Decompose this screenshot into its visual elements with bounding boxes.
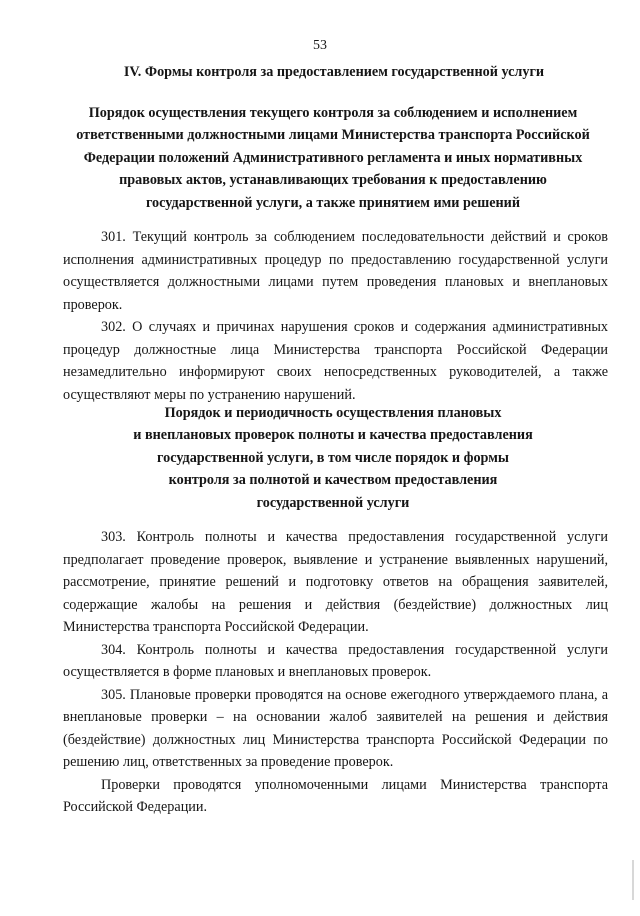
subheading-line: государственной услуги, а также принятием ими решений bbox=[145, 194, 521, 211]
section-title: IV. Формы контроля за предоставлением государственной услуги bbox=[123, 64, 545, 80]
paragraph-303: 303. Контроль полноты и качества предоставления государственной услуги предполагает проведение проверок, выявление и устранение выявленных нарушений, рассмотрение, принятие решений и подготовку ответов на обращения заявителей, содержащие жалобы на решения и действия (бездействие) должностных лиц Министерства транспорта Российской Федерации. bbox=[63, 529, 608, 635]
subheading-current-control bbox=[56, 102, 610, 214]
paragraph-304: 304. Контроль полноты и качества предоставления государственной услуги осуществляется в форме плановых и внеплановых проверок. bbox=[63, 641, 608, 680]
scan-margin-mark bbox=[632, 860, 634, 900]
body-block-inspections bbox=[63, 526, 608, 819]
page-number: 53 bbox=[313, 38, 327, 53]
subheading-line: государственной услуги bbox=[256, 494, 410, 511]
subheading-line: и внеплановых проверок полноты и качества предоставления bbox=[133, 427, 533, 444]
subheading-line: ответственными должностными лицами Министерства транспорта Российской bbox=[76, 127, 590, 144]
paragraph-301: 301. Текущий контроль за соблюдением последовательности действий и сроков исполнения административных процедур по предоставлению государственной услуги осуществляется должностными лицами путем проведения плановых и внеплановых проверок. bbox=[63, 229, 608, 313]
subheading-line: Федерации положений Административного регламента и иных нормативных bbox=[83, 149, 583, 166]
paragraph-inspectors: Проверки проводятся уполномоченными лицами Министерства транспорта Российской Федерации. bbox=[63, 776, 608, 815]
subheading-line: правовых актов, устанавливающих требования к предоставлению bbox=[119, 172, 547, 189]
subheading-inspections bbox=[56, 402, 610, 514]
subheading-line: Порядок осуществления текущего контроля за соблюдением и исполнением bbox=[88, 105, 578, 121]
paragraph-305: 305. Плановые проверки проводятся на основе ежегодного утверждаемого плана, а внеплановые проверки – на основании жалоб заявителей на решения и действия (бездействие) должностных лиц Министерства транспорта Российской Федерации по решению лиц, ответственных за проведение проверок. bbox=[63, 686, 608, 770]
subheading-line: Порядок и периодичность осуществления плановых bbox=[164, 405, 502, 421]
subheading-line: государственной услуги, в том числе порядок и формы bbox=[157, 449, 509, 466]
body-block-current-control bbox=[63, 226, 608, 406]
subheading-line: контроля за полнотой и качеством предоставления bbox=[168, 472, 498, 489]
paragraph-302: 302. О случаях и причинах нарушения сроков и содержания административных процедур должностные лица Министерства транспорта Российской Федерации незамедлительно информируют своих непосредственных руководителей, а также осуществляют меры по устранению нарушений. bbox=[63, 319, 608, 403]
